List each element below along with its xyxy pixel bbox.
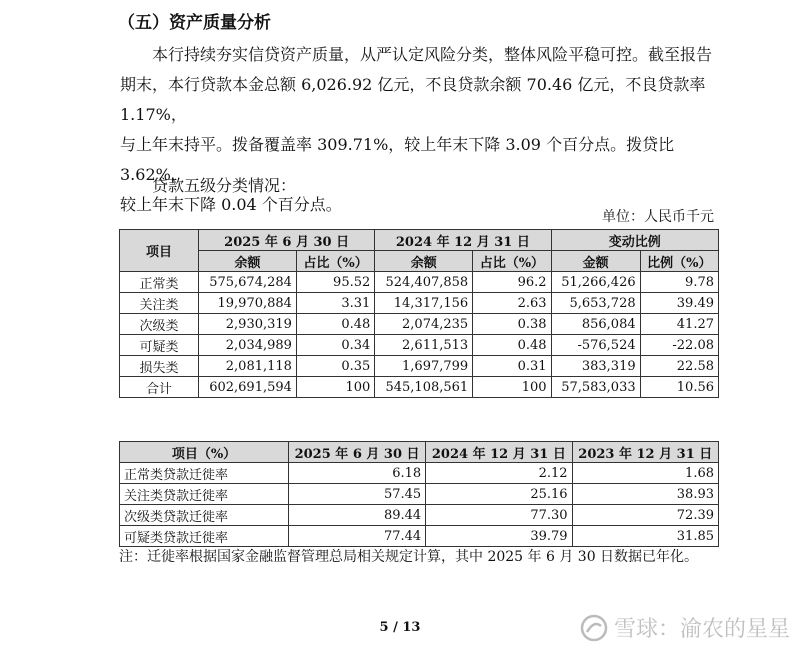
header-share: 占比（%）	[473, 251, 551, 272]
header-period2: 2024 年 12 月 31 日	[375, 230, 551, 251]
cell-pct1: 0.48	[296, 314, 374, 335]
cell-label: 关注类贷款迁徙率	[120, 484, 289, 505]
footnote: 注：迁徙率根据国家金融监督管理总局相关规定计算，其中 2025 年 6 月 30 日数据已年化。	[119, 549, 699, 565]
cell-bal2: 2,611,513	[375, 335, 473, 356]
cell-pct1: 0.34	[296, 335, 374, 356]
cell-chg_pct: 41.27	[640, 314, 718, 335]
cell-v3: 1.68	[572, 463, 718, 484]
cell-chg_pct: 39.49	[640, 293, 718, 314]
header-item: 项目（%）	[120, 442, 289, 463]
table-row	[120, 314, 719, 335]
cell-bal1: 2,930,319	[199, 314, 297, 335]
cell-label: 次级类贷款迁徙率	[120, 505, 289, 526]
cell-chg_pct: 9.78	[640, 272, 718, 293]
header-ratio: 比例（%）	[640, 251, 718, 272]
table-row	[120, 356, 719, 377]
snowball-logo-icon	[580, 614, 608, 642]
cell-chg: 856,084	[551, 314, 640, 335]
cell-pct1: 0.35	[296, 356, 374, 377]
section-title: （五）资产质量分析	[118, 13, 271, 33]
cell-v2: 39.79	[426, 526, 572, 547]
table-row	[120, 463, 719, 484]
cell-bal1: 575,674,284	[199, 272, 297, 293]
cell-chg_pct: 22.58	[640, 356, 718, 377]
subheading: 贷款五级分类情况：	[152, 176, 297, 195]
cell-bal1: 19,970,884	[199, 293, 297, 314]
header-balance: 余额	[199, 251, 297, 272]
header-change: 变动比例	[551, 230, 718, 251]
cell-chg: 57,583,033	[551, 377, 640, 398]
paragraph-line: 较上年末下降 0.04 个百分点。	[120, 195, 342, 214]
cell-pct2: 0.48	[473, 335, 551, 356]
cell-chg: -576,524	[551, 335, 640, 356]
cell-v3: 31.85	[572, 526, 718, 547]
cell-pct1: 3.31	[296, 293, 374, 314]
cell-pct2: 0.38	[473, 314, 551, 335]
cell-bal1: 602,691,594	[199, 377, 297, 398]
cell-label: 可疑类贷款迁徙率	[120, 526, 289, 547]
header-item: 项目	[120, 230, 199, 272]
watermark-text: 雪球：渝农的星星	[613, 617, 790, 642]
cell-pct2: 0.31	[473, 356, 551, 377]
cell-bal2: 1,697,799	[375, 356, 473, 377]
cell-pct1: 95.52	[296, 272, 374, 293]
paragraph-line: 本行持续夯实信贷资产质量，从严认定风险分类，整体风险平稳可控。截至报告	[152, 45, 713, 64]
cell-bal2: 545,108,561	[375, 377, 473, 398]
cell-bal2: 524,407,858	[375, 272, 473, 293]
table-row	[120, 505, 719, 526]
cell-chg_pct: 10.56	[640, 377, 718, 398]
header-col3: 2023 年 12 月 31 日	[572, 442, 718, 463]
header-col2: 2024 年 12 月 31 日	[426, 442, 572, 463]
header-col1: 2025 年 6 月 30 日	[289, 442, 426, 463]
page-number: 5 / 13	[379, 620, 421, 635]
cell-bal1: 2,034,989	[199, 335, 297, 356]
cell-pct2: 100	[473, 377, 551, 398]
table-row	[120, 335, 719, 356]
cell-label: 次级类	[120, 314, 199, 335]
cell-pct1: 100	[296, 377, 374, 398]
cell-v1: 57.45	[289, 484, 426, 505]
cell-chg: 51,266,426	[551, 272, 640, 293]
table-row	[120, 526, 719, 547]
cell-bal1: 2,081,118	[199, 356, 297, 377]
classification-table	[119, 229, 719, 398]
table-row	[120, 293, 719, 314]
cell-v3: 72.39	[572, 505, 718, 526]
cell-v1: 89.44	[289, 505, 426, 526]
table-row	[120, 484, 719, 505]
cell-label: 正常类	[120, 272, 199, 293]
cell-chg: 383,319	[551, 356, 640, 377]
header-share: 占比（%）	[296, 251, 374, 272]
cell-label: 可疑类	[120, 335, 199, 356]
cell-v2: 25.16	[426, 484, 572, 505]
cell-v1: 77.44	[289, 526, 426, 547]
cell-bal2: 2,074,235	[375, 314, 473, 335]
cell-chg_pct: -22.08	[640, 335, 718, 356]
table-row	[120, 377, 719, 398]
cell-label: 合计	[120, 377, 199, 398]
cell-chg: 5,653,728	[551, 293, 640, 314]
unit-label: 单位：人民币千元	[602, 209, 714, 225]
header-period1: 2025 年 6 月 30 日	[199, 230, 375, 251]
table-row	[120, 272, 719, 293]
cell-label: 关注类	[120, 293, 199, 314]
migration-table	[119, 441, 719, 547]
cell-pct2: 96.2	[473, 272, 551, 293]
cell-v3: 38.93	[572, 484, 718, 505]
cell-bal2: 14,317,156	[375, 293, 473, 314]
paragraph-line: 期末，本行贷款本金总额 6,026.92 亿元，不良贷款余额 70.46 亿元，不良贷款率 1.17%，	[120, 75, 706, 124]
paragraph-line: 与上年末持平。拨备覆盖率 309.71%，较上年末下降 3.09 个百分点。拨贷比 3.62%，	[120, 135, 675, 184]
header-balance: 余额	[375, 251, 473, 272]
cell-v2: 2.12	[426, 463, 572, 484]
header-amount: 金额	[551, 251, 640, 272]
cell-v1: 6.18	[289, 463, 426, 484]
cell-label: 损失类	[120, 356, 199, 377]
watermark	[580, 612, 790, 643]
cell-v2: 77.30	[426, 505, 572, 526]
cell-label: 正常类贷款迁徙率	[120, 463, 289, 484]
cell-pct2: 2.63	[473, 293, 551, 314]
